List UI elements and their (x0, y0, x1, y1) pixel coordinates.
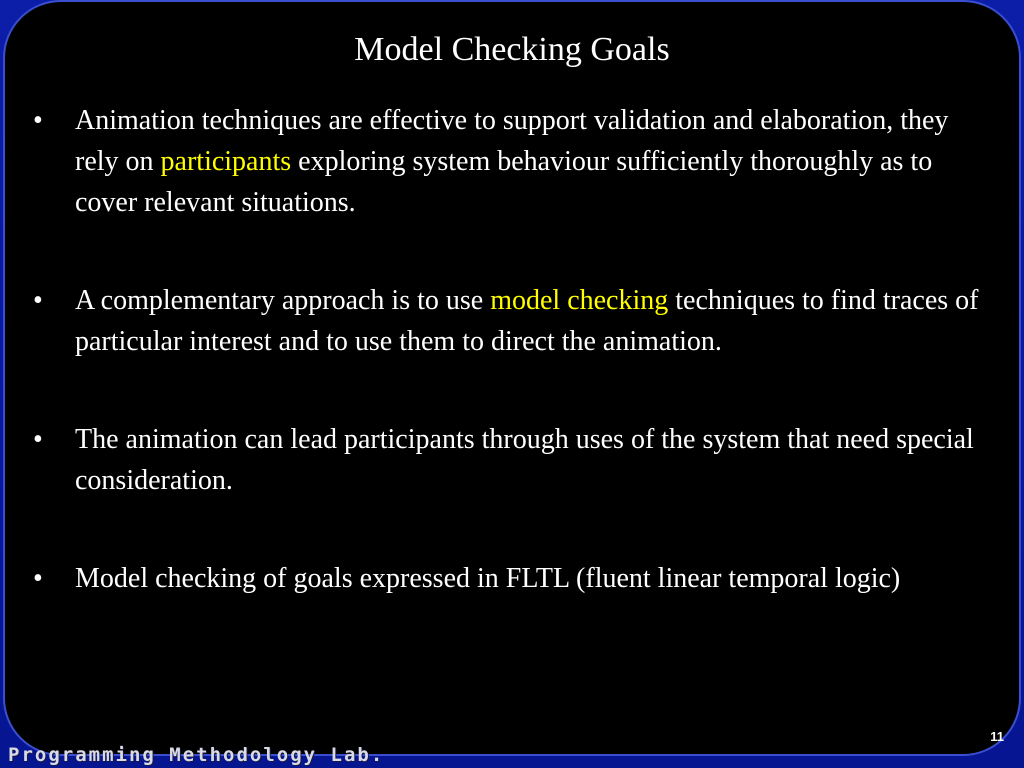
bullet-text: The animation can lead participants through uses of the system that need special consideration. (75, 424, 974, 496)
bullet-text: A complementary approach is to use (75, 285, 491, 316)
bullet-dot-icon: • (33, 285, 43, 316)
bullet-text: Model checking of goals expressed in FLTL (fluent linear temporal logic) (75, 563, 901, 594)
slide-title: Model Checking Goals (354, 31, 670, 68)
highlighted-term: model checking (490, 285, 669, 316)
page-number: 11 (990, 729, 1004, 744)
bullet-dot-icon: • (33, 105, 43, 136)
bullet-item-3 (30, 419, 990, 501)
bullet-list (30, 100, 990, 656)
bullet-item-4 (30, 558, 990, 599)
bullet-text: Animation techniques are effective to support validation and elaboration, they rely on (75, 105, 949, 177)
bullet-text: techniques to find traces of particular interest and to use them to direct the animation. (75, 285, 979, 357)
footer-lab-name: Programming Methodology Lab. (8, 744, 385, 766)
bullet-item-1 (30, 100, 990, 223)
bullet-item-2 (30, 280, 990, 362)
bullet-dot-icon: • (33, 424, 43, 455)
bullet-text: exploring system behaviour sufficiently thoroughly as to cover relevant situations. (75, 146, 933, 218)
bullet-dot-icon: • (33, 563, 43, 594)
highlighted-term: participants (160, 146, 292, 177)
